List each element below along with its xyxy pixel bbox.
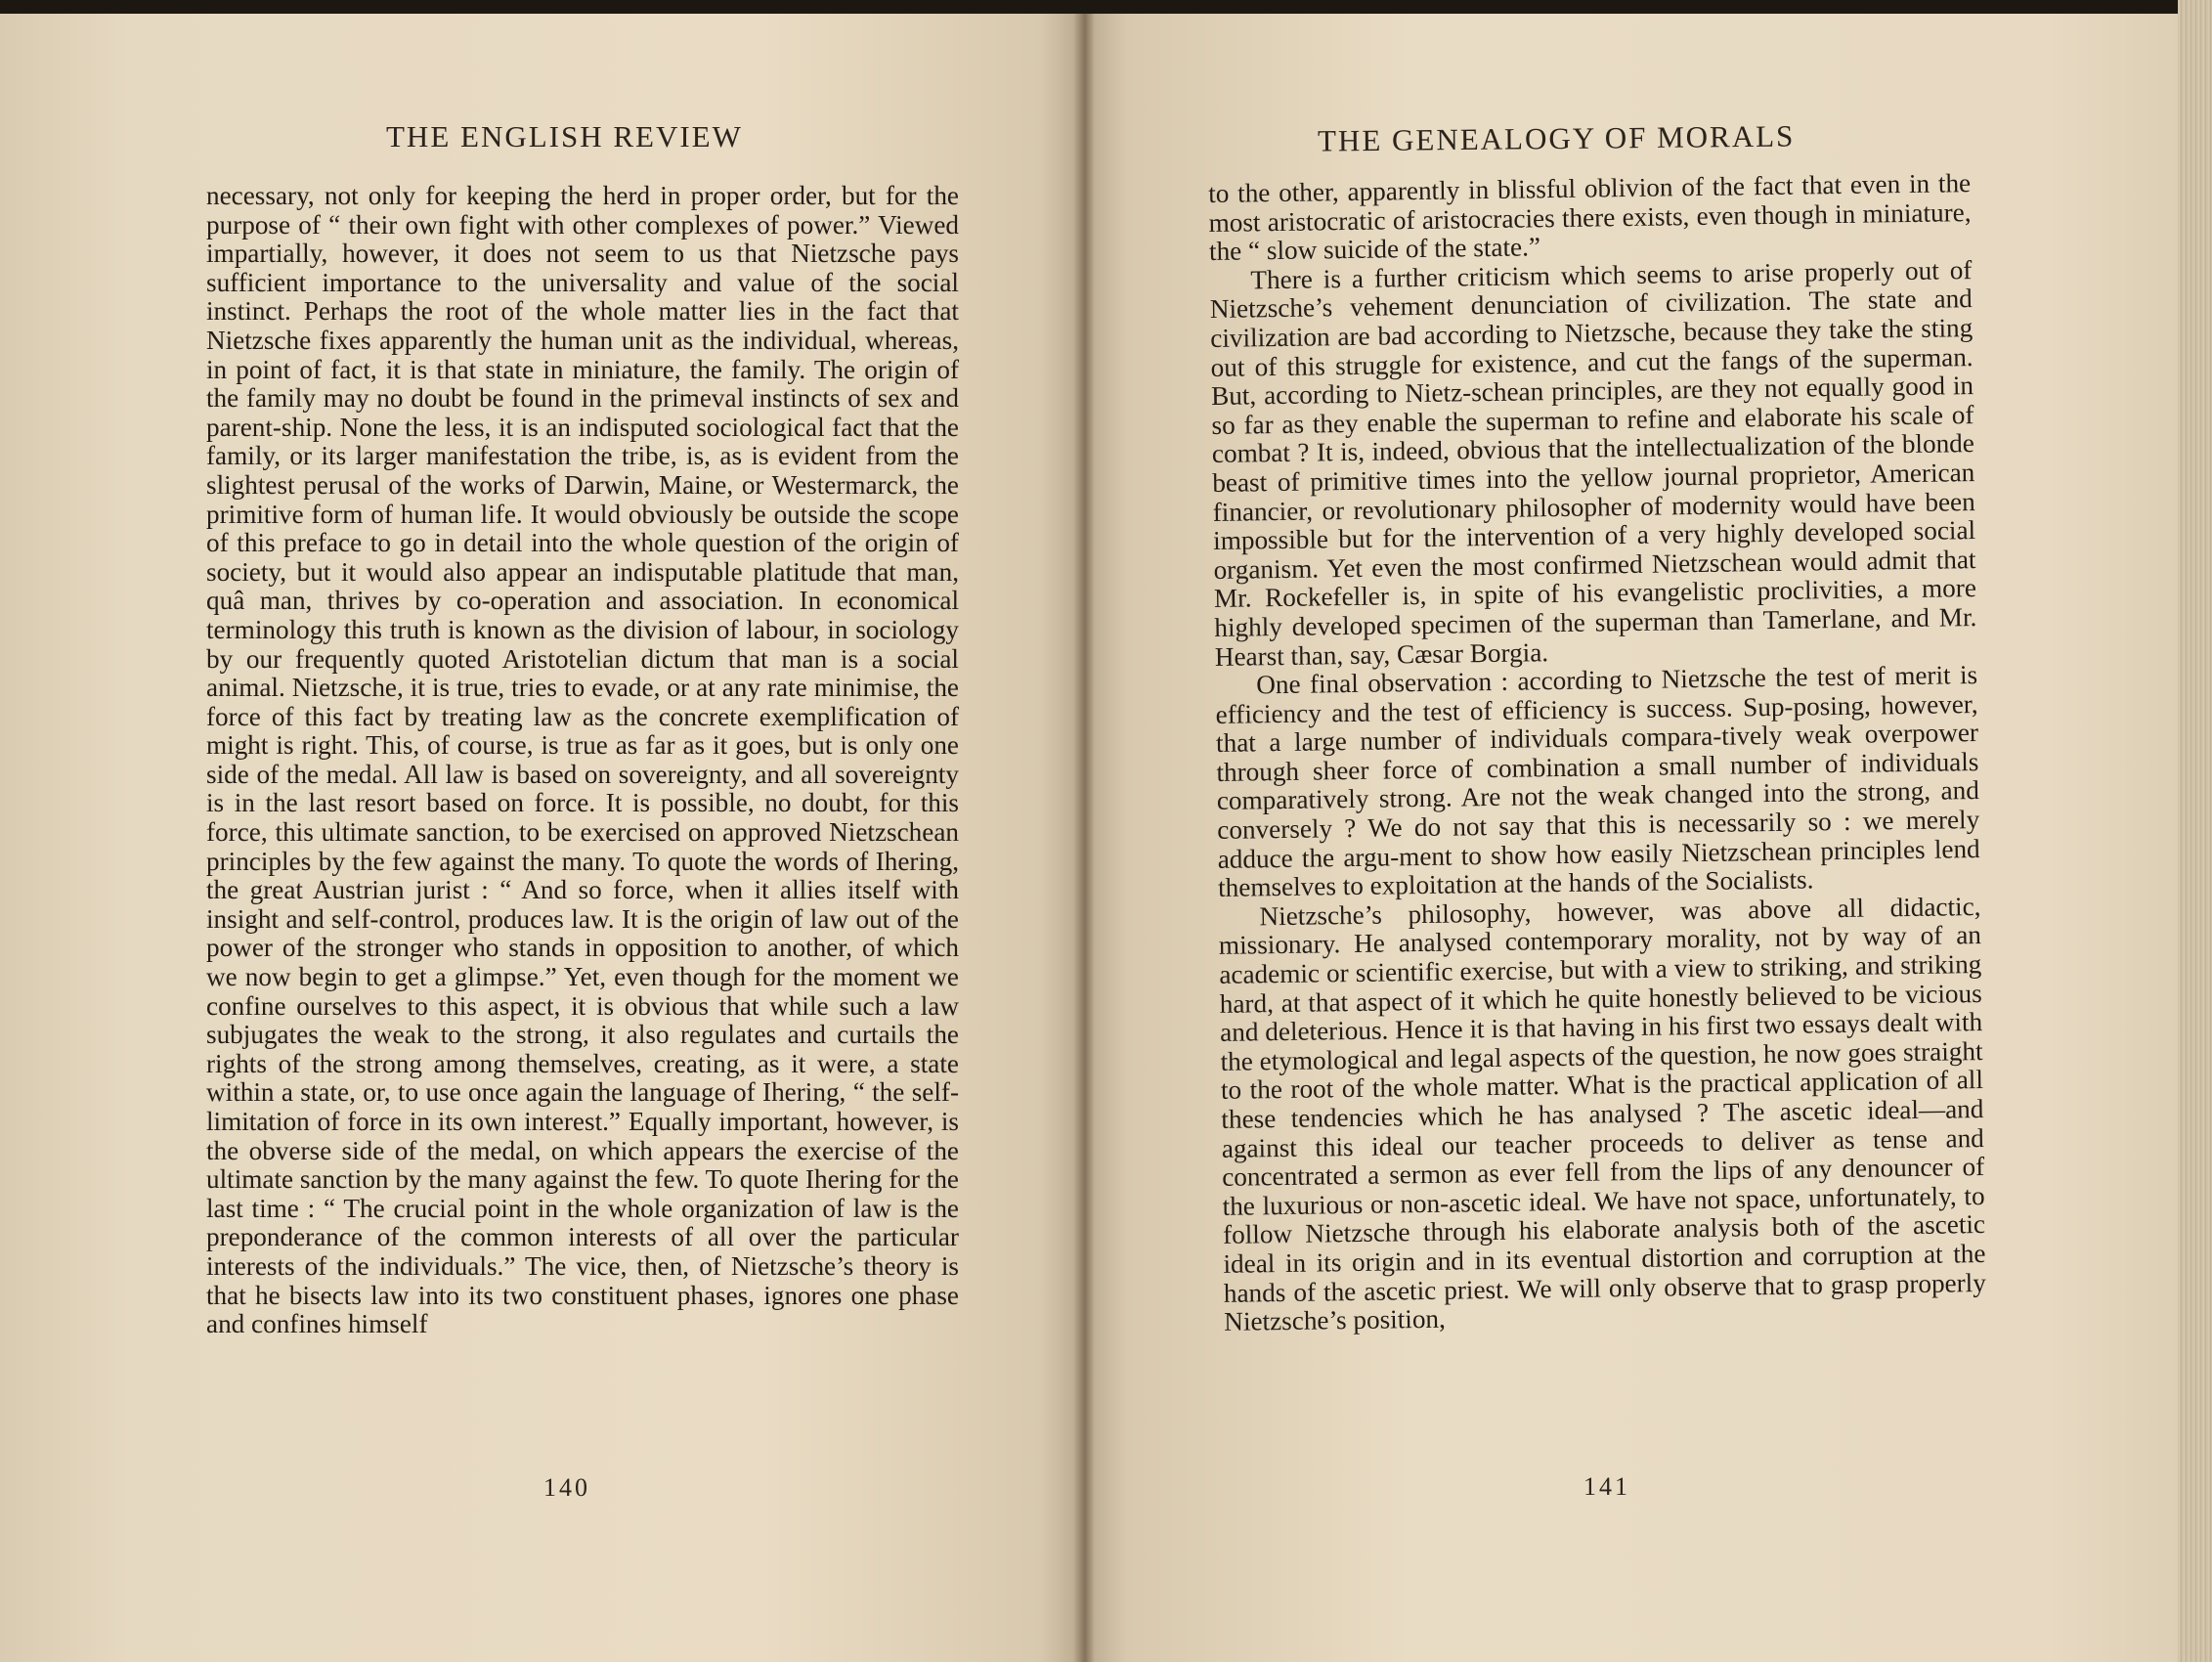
paragraph: One final observation : according to Nietzsche the test of merit is efficiency and the test of efficiency is success. Sup-posing, however, that a large number of individuals compara-tively weak overpower through sheer force of combination a small number of individuals comparatively strong. Are not the weak changed into the strong, and conversely ? We do not say that this is necessarily so : we merely adduce the argu-ment to show how easily Nietzschean principles lend themselves to exploitation at the hands of the Socialists.	[1215, 660, 1980, 903]
running-header: THE ENGLISH REVIEW	[386, 119, 743, 153]
book-gutter	[1073, 14, 1095, 1662]
paragraph: There is a further criticism which seems to arise properly out of Nietzsche’s vehement denunciation of civilization. The state and civilization are bad according to Nietzsche, because they take the sting out of this struggle for existence, and cut the fangs of the superman. But, according to Nietz-schean principles, are they not equally good in so far as they enable the superman to refine and elaborate his scale of combat ? It is, indeed, obvious that the intellectualization of the blonde beast of primitive times into the yellow journal proprietor, American financier, or revolutionary philosopher of modernity would have been impossible but for the intervention of a very highly developed social organism. Yet even the most confirmed Nietzschean would admit that Mr. Rockefeller is, in spite of his evangelistic proclivities, a more highly developed specimen of the superman than Tamerlane, and Mr. Hearst than, say, Cæsar Borgia.	[1209, 254, 1977, 672]
body-text	[206, 182, 959, 1339]
page-number: 140	[543, 1473, 590, 1502]
body-text	[1208, 169, 1986, 1337]
left-page	[0, 14, 1083, 1662]
right-page	[1083, 14, 2178, 1662]
paragraph: Nietzsche’s philosophy, however, was above all didactic, missionary. He analysed contemporary morality, not by way of an academic or scientific exercise, but with a view to striking, and striking hard, at that aspect of it which he quite honestly believed to be vicious and deleterious. Hence it is that having in his first two essays dealt with the etymological and legal aspects of the question, he now goes straight to the root of the whole matter. What is the practical application of all these tendencies which he has analysed ? The ascetic ideal—and against this ideal our teacher proceeds to deliver as tense and concentrated a sermon as ever fell from the lips of any denouncer of the luxurious or non-ascetic ideal. We have not space, unfortunately, to follow Nietzsche through his elaborate analysis both of the ascetic ideal in its origin and in its eventual distortion and corruption at the hands of the ascetic priest. We will only observe that to grasp properly Nietzsche’s position,	[1218, 891, 1987, 1337]
page-number: 141	[1583, 1472, 1630, 1501]
paragraph: to the other, apparently in blissful oblivion of the fact that even in the most aristocratic of aristocracies there exists, even though in miniature, the “ slow suicide of the state.”	[1207, 168, 1972, 267]
paragraph: necessary, not only for keeping the herd in proper order, but for the purpose of “ their own fight with other complexes of power.” Viewed impartially, however, it does not seem to us that Nietzsche pays sufficient importance to the universality and value of the social instinct. Perhaps the root of the whole matter lies in the fact that Nietzsche fixes apparently the human unit as the individual, whereas, in point of fact, it is that state in miniature, the family. The origin of the family may no doubt be found in the primeval instincts of sex and parent-ship. None the less, it is an indisputed sociological fact that the family, or its larger manifestation the tribe, is, as is evident from the slightest perusal of the works of Darwin, Maine, or Westermarck, the primitive form of human life. It would obviously be outside the scope of this preface to go in detail into the whole question of the origin of society, but it would also appear an indisputable platitude that man, quâ man, thrives by co-operation and association. In economical terminology this truth is known as the division of labour, in sociology by our frequently quoted Aristotelian dictum that man is a social animal. Nietzsche, it is true, tries to evade, or at any rate minimise, the force of this fact by treating law as the concrete exemplification of might is right. This, of course, is true as far as it goes, but is only one side of the medal. All law is based on sovereignty, and all sovereignty is in the last resort based on force. It is possible, no doubt, for this force, this ultimate sanction, to be exercised on approved Nietzschean principles by the few against the many. To quote the words of Ihering, the great Austrian jurist : “ And so force, when it allies itself with insight and self-control, produces law. It is the origin of law out of the power of the stronger who stands in opposition to another, of which we now begin to get a glimpse.” Yet, even though for the moment we confine ourselves to this aspect, it is obvious that while such a law subjugates the weak to the strong, it also regulates and curtails the rights of the strong among themselves, creating, as it were, a state within a state, or, to use once again the language of Ihering, “ the self-limitation of force in its own interest.” Equally important, however, is the obverse side of the medal, on which appears the exercise of the ultimate sanction by the many against the few. To quote Ihering for the last time : “ The crucial point in the whole organization of law is the preponderance of the common interests of all over the particular interests of the individuals.” The vice, then, of Nietzsche’s theory is that he bisects law into its two constituent phases, ignores one phase and confines himself	[206, 181, 959, 1339]
page-edges	[2178, 0, 2212, 1662]
running-header: THE GENEALOGY OF MORALS	[1317, 118, 1796, 158]
